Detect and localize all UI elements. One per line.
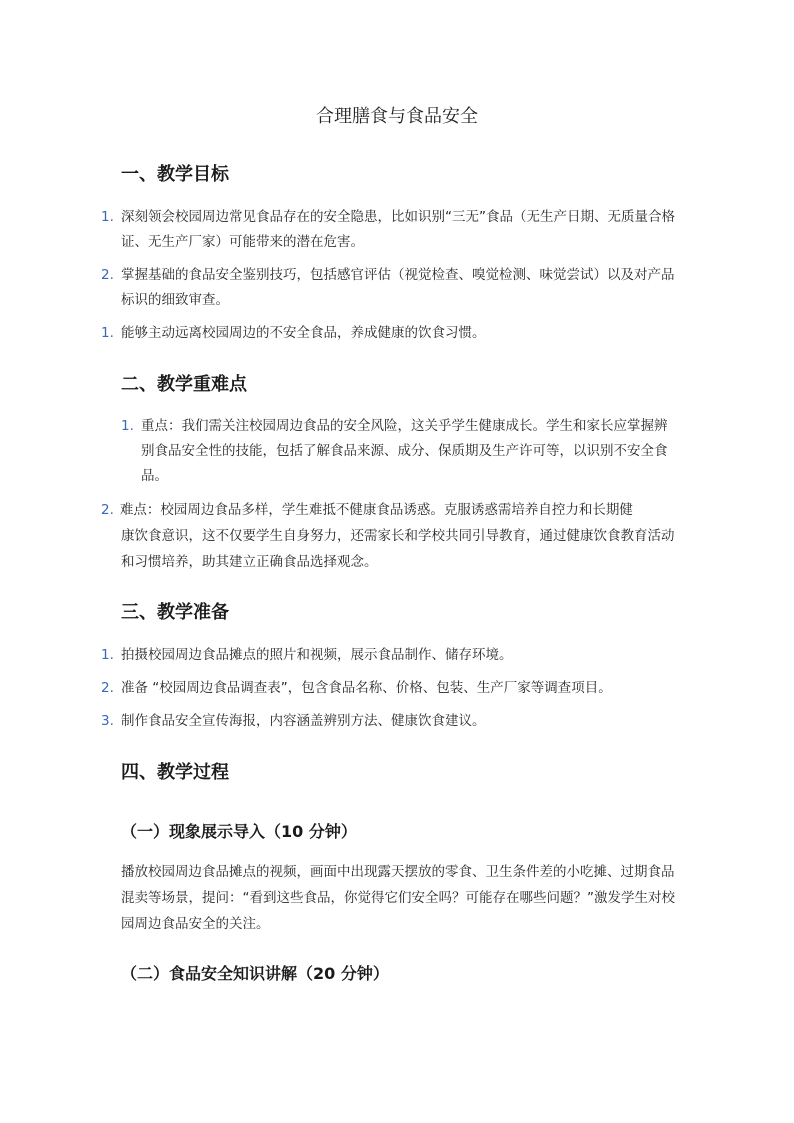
list-text: 难点：校园周边食品多样，学生难抵不健康食品诱惑。克服诱惑需培养自控力和长期健 <box>119 502 633 518</box>
section-heading-key-points: 二、教学重难点 <box>121 374 247 395</box>
list-item <box>101 709 677 734</box>
list-text: 重点：我们需关注校园周边食品的安全风险，这关乎学生健康成长。学生和家长应掌握辨别食品安全性的技能，包括了解食品来源、成分、保质期及生产许可等，以识别不安全食品。 <box>141 418 668 484</box>
list-first-line <box>101 497 677 523</box>
list-text-continued: 康饮食意识，这不仅要学生自身努力，还需家长和学校共同引导教育，通过健康饮食教育活动和习惯培养，助其建立正确食品选择观念。 <box>121 528 675 570</box>
list-item <box>101 321 677 346</box>
document-title: 合理膳食与食品安全 <box>316 106 478 127</box>
list-number: 1. <box>101 325 114 341</box>
list-number: 1. <box>101 209 114 225</box>
list-item <box>101 676 677 701</box>
list-item <box>101 414 677 489</box>
list-text: 能够主动远离校园周边的不安全食品，养成健康的饮食习惯。 <box>121 325 486 341</box>
list-number: 1. <box>101 647 114 663</box>
section-heading-process: 四、教学过程 <box>121 762 229 783</box>
list-item <box>101 497 677 575</box>
section-heading-preparation: 三、教学准备 <box>121 602 229 623</box>
list-number: 2. <box>101 502 114 518</box>
list-text: 掌握基础的食品安全鉴别技巧，包括感官评估（视觉检查、嗅觉检测、味觉尝试）以及对产品标识的细致审查。 <box>121 267 675 308</box>
list-item <box>101 263 677 313</box>
section-heading-objectives: 一、教学目标 <box>121 164 229 185</box>
subsection-heading-knowledge: （二）食品安全知识讲解（20 分钟） <box>121 964 389 983</box>
list-item <box>101 643 677 668</box>
list-text: 准备 “校园周边食品调查表”，包含食品名称、价格、包装、生产厂家等调查项目。 <box>121 680 612 696</box>
list-number: 1. <box>121 418 134 434</box>
list-text: 深刻领会校园周边常见食品存在的安全隐患，比如识别“三无”食品（无生产日期、无质量合格证、无生产厂家）可能带来的潜在危害。 <box>121 209 675 250</box>
list-number: 2. <box>101 680 114 696</box>
subsection-heading-intro: （一）现象展示导入（10 分钟） <box>121 822 357 841</box>
list-item <box>101 205 677 255</box>
list-number: 3. <box>101 713 114 729</box>
list-text: 拍摄校园周边食品摊点的照片和视频，展示食品制作、储存环境。 <box>121 647 513 663</box>
list-number: 2. <box>101 267 114 283</box>
paragraph-intro: 播放校园周边食品摊点的视频，画面中出现露天摆放的零食、卫生条件差的小吃摊、过期食品混卖等场景，提问：“看到这些食品，你觉得它们安全吗？可能存在哪些问题？”激发学生对校园周边食品安全的关注。 <box>121 864 675 932</box>
list-text: 制作食品安全宣传海报，内容涵盖辨别方法、健康饮食建议。 <box>121 713 486 729</box>
